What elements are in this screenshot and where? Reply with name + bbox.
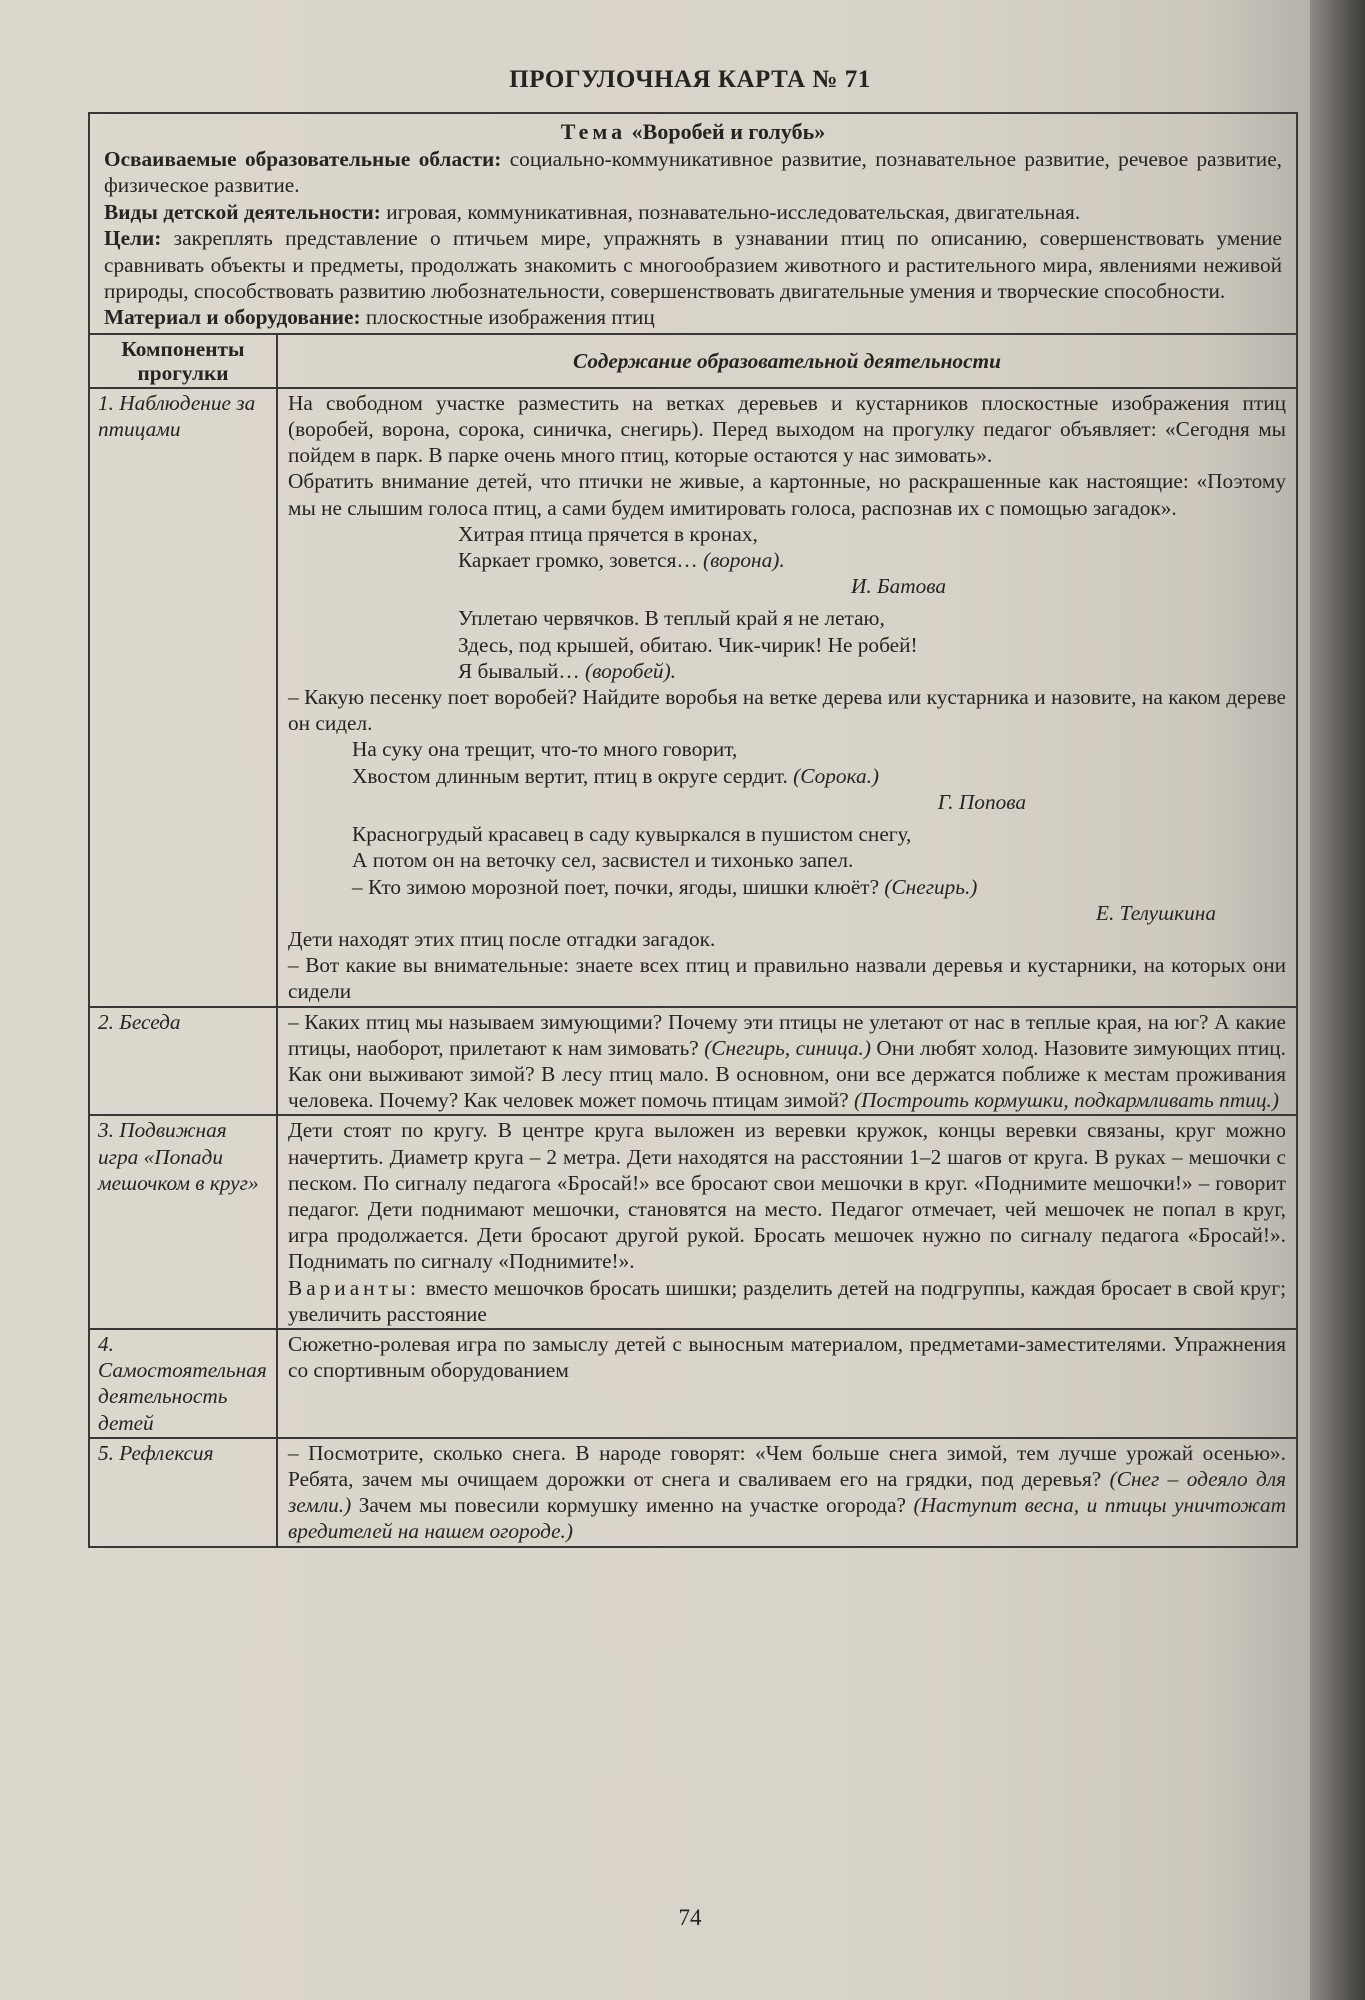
table-row	[90, 1115, 1296, 1329]
row-content	[277, 1115, 1296, 1329]
riddle-answer: (Снегирь.)	[884, 874, 978, 899]
row-content	[277, 1007, 1296, 1116]
areas-line	[104, 146, 1282, 199]
row-component: 5. Рефлексия	[90, 1438, 277, 1546]
paragraph: – Каких птиц мы называем зимующими? Почему эти птицы не улетают от нас в теплые края, на юг? А какие птицы, наоборот, прилетают к нам зимовать? (Снегирь, синица.) Они любят холод. Назовите зимующих птиц. Как они выживают зимой? В лесу птиц мало. В основном, они все держатся поближе к местам проживания человека. Почему? Как человек может помочь птицам зимой? (Построить кормушки, подкармливать птиц.)	[288, 1009, 1286, 1113]
table-header-row	[90, 334, 1296, 388]
verse-line: Хитрая птица прячется в кронах,	[458, 521, 758, 546]
header-content: Содержание образовательной деятельности	[277, 334, 1296, 388]
row-component: 4. Самостоятельная деятельность детей	[90, 1329, 277, 1438]
theme-label: Тема	[560, 119, 627, 144]
table-row	[90, 1329, 1296, 1438]
riddle-answer: (Сорока.)	[793, 763, 880, 788]
riddle-author: Г. Попова	[937, 789, 1026, 814]
paragraph: Сюжетно-ролевая игра по замыслу детей с выносным материалом, предметами-заместителями. Упражнения со спортивным оборудованием	[288, 1331, 1286, 1383]
answer: (Снегирь, синица.)	[704, 1035, 871, 1060]
goals-line	[104, 225, 1282, 304]
verse-line: Я бывалый… (воробей).	[458, 658, 676, 683]
header-components: Компоненты прогулки	[90, 334, 277, 388]
row-component: 3. Подвижная игра «Попади мешочком в круг»	[90, 1115, 277, 1329]
content-table	[90, 333, 1296, 1546]
verse-line: А потом он на веточку сел, засвистел и тихонько запел.	[352, 848, 854, 873]
answer: (Снег – одеяло для земли.)	[288, 1466, 1286, 1518]
activities-label: Виды детской деятельности:	[104, 199, 381, 224]
paragraph: – Посмотрите, сколько снега. В народе говорят: «Чем больше снега зимой, тем лучше урожай осенью». Ребята, зачем мы очищаем дорожки от снега и сваливаем его на грядки, под деревья? (Снег – одеяло для земли.) Зачем мы повесили кормушку именно на участке огорода? (Наступит весна, и птицы уничтожат вредителей на нашем огороде.)	[288, 1440, 1286, 1544]
table-row	[90, 388, 1296, 1007]
table-row	[90, 1438, 1296, 1546]
riddle-answer: (ворона).	[703, 548, 785, 573]
card-header	[90, 114, 1296, 333]
row-content	[277, 1329, 1296, 1438]
areas-label: Осваиваемые образовательные области:	[104, 147, 502, 171]
verse-line: Красногрудый красавец в саду кувыркался в пушистом снегу,	[352, 822, 912, 847]
answer: (Построить кормушки, подкармливать птиц.)	[853, 1088, 1279, 1113]
book-gutter	[1310, 0, 1365, 2000]
theme-line	[104, 118, 1282, 146]
verse-line: Каркает громко, зовется… (ворона).	[458, 548, 785, 573]
riddle-author: И. Батова	[850, 574, 946, 599]
theme-value: «Воробей и голубь»	[631, 119, 826, 144]
goals-text: закреплять представление о птичьем мире, упражнять в узнавании птиц по описанию, совершенствовать умение сравнивать объекты и предметы, продолжать знакомить с многообразием животного и растительного мира, явлениями неживой природы, способствовать развитию любознательности, совершенствовать двигательные умения и творческие способности.	[104, 226, 1283, 304]
verse-line: На суку она трещит, что-то много говорит,	[352, 737, 738, 762]
materials-line	[104, 304, 1282, 330]
row-component: 2. Беседа	[90, 1007, 277, 1116]
paragraph: Дети стоят по кругу. В центре круга выложен из веревки кружок, концы веревки связаны, круг можно начертить. Диаметр круга – 2 метра. Дети находятся на расстоянии 1–2 шагов от круга. В руках – мешочки с песком. По сигналу педагога «Бросай!» все бросают свои мешочки в круг. «Поднимите мешочки!» – говорит педагог. Дети поднимают мешочки, становятся на место. Педагог отмечает, чей мешочек не попал в круг, игра продолжается. Дети бросают другой рукой. Бросать мешочек нужно по сигналу педагога «Бросай!». Поднимать по сигналу «Поднимите!».	[288, 1118, 1286, 1274]
row-content	[277, 388, 1296, 1007]
riddle-sparrow	[288, 605, 1286, 684]
materials-label: Материал и оборудование:	[104, 305, 361, 330]
page-number: 74	[678, 1905, 702, 1930]
walk-card	[88, 112, 1298, 1548]
activities-text: игровая, коммуникативная, познавательно-исследовательская, двигательная.	[386, 199, 1081, 224]
riddle-answer: (воробей).	[585, 658, 676, 683]
areas-text: социально-коммуникативное развитие, познавательное развитие, речевое развитие, физическое развитие.	[104, 147, 1282, 198]
riddle-bullfinch	[288, 821, 1286, 926]
paragraph: – Вот какие вы внимательные: знаете всех птиц и правильно назвали деревья и кустарники, на которых они сидели	[288, 953, 1286, 1004]
verse-line: Уплетаю червячков. В теплый край я не летаю,	[458, 606, 885, 631]
goals-label: Цели:	[104, 226, 162, 251]
paragraph: – Какую песенку поет воробей? Найдите воробья на ветке дерева или кустарника и назовите, на каком дереве он сидел.	[288, 685, 1286, 736]
table-row	[90, 1007, 1296, 1116]
activities-line	[104, 199, 1282, 225]
variants-line: Варианты: вместо мешочков бросать шишки; разделить детей на подгруппы, каждая бросает в свой круг; увеличить расстояние	[288, 1275, 1286, 1326]
row-content	[277, 1438, 1296, 1546]
paragraph: Дети находят этих птиц после отгадки загадок.	[288, 926, 716, 951]
paragraph: На свободном участке разместить на ветках деревьев и кустарников плоскостные изображения птиц (воробей, ворона, сорока, синичка, снегирь). Перед выходом на прогулку педагог объявляет: «Сегодня мы пойдем в парк. В парке очень много птиц, которые остаются у нас зимовать».	[288, 390, 1286, 468]
answer: (Наступит весна, и птицы уничтожат вредителей на нашем огороде.)	[288, 1493, 1286, 1544]
verse-line: Здесь, под крышей, обитаю. Чик-чирик! Не робей!	[458, 632, 918, 657]
riddle-crow	[288, 521, 1286, 600]
variants-label: Варианты:	[288, 1275, 421, 1300]
materials-text: плоскостные изображения птиц	[365, 305, 655, 330]
riddle-magpie	[288, 736, 1286, 815]
page-title: ПРОГУЛОЧНАЯ КАРТА № 71	[509, 66, 871, 93]
riddle-author: Е. Телушкина	[1095, 900, 1216, 925]
paragraph: Обратить внимание детей, что птички не живые, а картонные, но раскрашенные как настоящие: «Поэтому мы не слышим голоса птиц, а сами будем имитировать голоса, распознав их с помощью загадок».	[288, 469, 1286, 520]
verse-line: – Кто зимою морозной поет, почки, ягоды, шишки клюёт? (Снегирь.)	[352, 874, 978, 899]
verse-line: Хвостом длинным вертит, птиц в округе сердит. (Сорока.)	[352, 763, 880, 788]
row-component: 1. Наблюдение за птицами	[90, 388, 277, 1007]
